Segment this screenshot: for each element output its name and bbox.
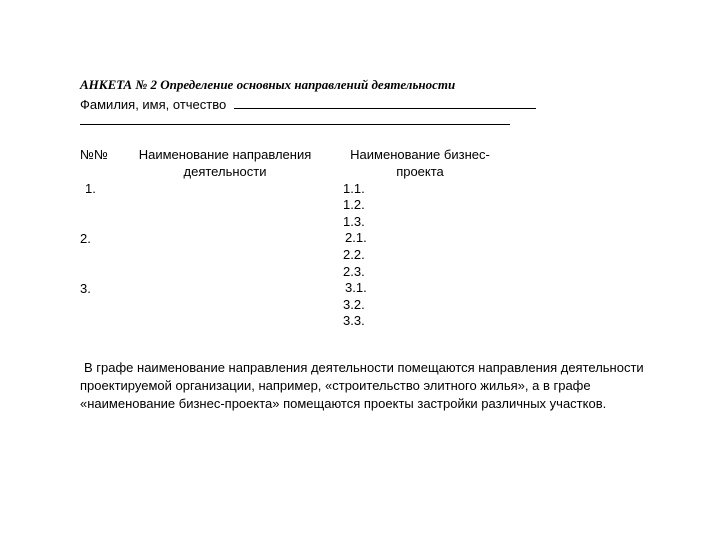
header-direction-line2: деятельности xyxy=(183,164,267,179)
project-number: 2.2. xyxy=(343,247,365,262)
project-number: 3.2. xyxy=(343,297,365,312)
form-title: АНКЕТА № 2 Определение основных направлений деятельности xyxy=(80,77,456,92)
direction-number: 1. xyxy=(85,181,96,196)
project-number: 3.3. xyxy=(343,313,365,328)
direction-number: 3. xyxy=(80,281,91,296)
direction-number: 2. xyxy=(80,231,91,246)
header-number: №№ xyxy=(80,147,108,162)
project-number: 2.1. xyxy=(345,230,367,245)
header-project-line1: Наименование бизнес- xyxy=(350,147,490,162)
name-field-line-2[interactable] xyxy=(80,110,510,125)
project-number: 2.3. xyxy=(343,264,365,279)
project-number: 1.2. xyxy=(343,197,365,212)
header-direction-line1: Наименование направления xyxy=(138,147,312,162)
project-number: 1.3. xyxy=(343,214,365,229)
explanatory-note: В графе наименование направления деятельности помещаются направления деятельности проектируемой организации, например, «строительство элитного жилья», а в графе «наименование бизнес-проекта» помещаются проекты застройки различных участков. xyxy=(80,360,644,411)
name-field-line-1[interactable] xyxy=(234,94,536,109)
header-project-line2: проекта xyxy=(396,164,444,179)
name-label: Фамилия, имя, отчество xyxy=(80,97,227,112)
project-number: 1.1. xyxy=(343,181,365,196)
project-number: 3.1. xyxy=(345,280,367,295)
